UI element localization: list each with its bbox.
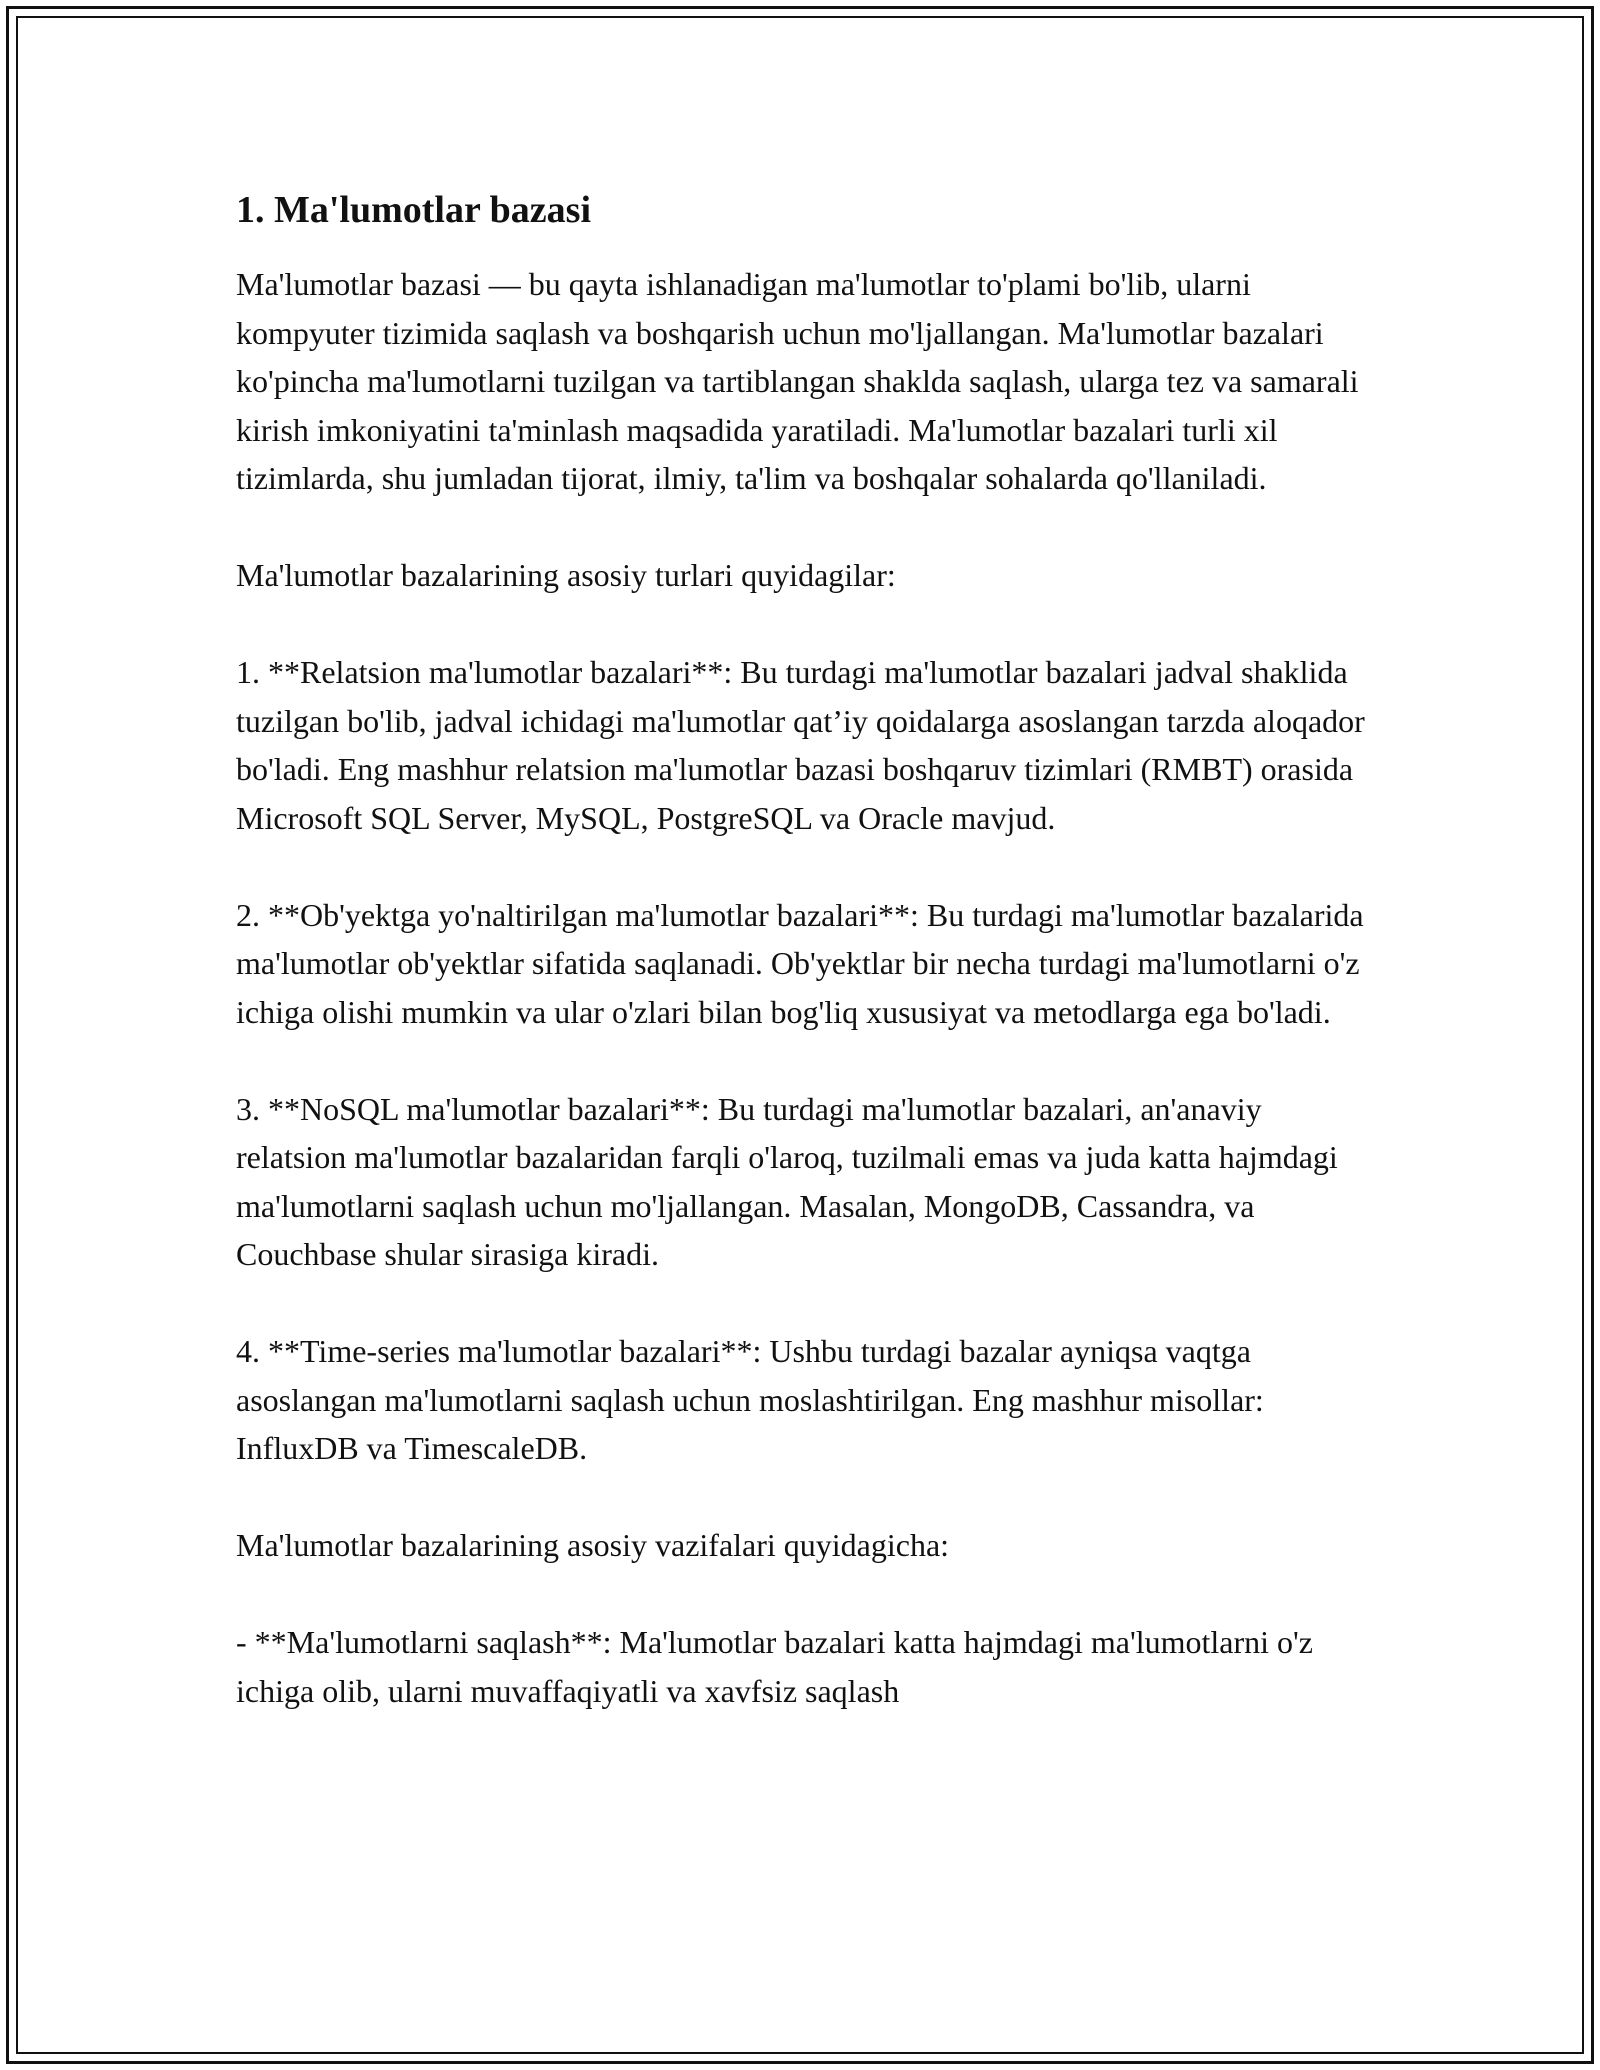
paragraph-time-series: 4. **Time-series ma'lumotlar bazalari**: Ushbu turdagi bazalar ayniqsa vaqtga asoslangan ma'lumotlarni saqlash uchun moslashtirilgan. Eng mashhur misollar: InfluxDB va TimescaleDB. [236,1333,1264,1466]
document-body [236,186,1376,1764]
paragraph-relational: 1. **Relatsion ma'lumotlar bazalari**: Bu turdagi ma'lumotlar bazalari jadval shaklida tuzilgan bo'lib, jadval ichidagi ma'lumotlar qat’iy qoidalarga asoslangan tarzda aloqador bo'ladi. Eng mashhur relatsion ma'lumotlar bazasi boshqaruv tizimlari (RMBT) orasida Microsoft SQL Server, MySQL, PostgreSQL va Oracle mavjud. [236,654,1365,836]
paragraph-intro: Ma'lumotlar bazasi — bu qayta ishlanadigan ma'lumotlar to'plami bo'lib, ularni kompyuter tizimida saqlash va boshqarish uchun mo'ljallangan. Ma'lumotlar bazalari ko'pincha ma'lumotlarni tuzilgan va tartiblangan shaklda saqlash, ularga tez va samarali kirish imkoniyatini ta'minlash maqsadida yaratiladi. Ma'lumotlar bazalari turli xil tizimlarda, shu jumladan tijorat, ilmiy, ta'lim va boshqalar sohalarda qo'llaniladi. [236,266,1359,496]
paragraph-storage: - **Ma'lumotlarni saqlash**: Ma'lumotlar bazalari katta hajmdagi ma'lumotlarni o'z ichiga olib, ularni muvaffaqiyatli va xavfsiz saqlash [236,1624,1313,1709]
paragraph-object-oriented: 2. **Ob'yektga yo'naltirilgan ma'lumotlar bazalari**: Bu turdagi ma'lumotlar bazalarida ma'lumotlar ob'yektlar sifatida saqlanadi. Ob'yektlar bir necha turdagi ma'lumotlarni o'z ichiga olishi mumkin va ular o'zlari bilan bog'liq xususiyat va metodlarga ega bo'ladi. [236,896,1364,1030]
page-title: 1. Ma'lumotlar bazasi [236,189,592,231]
paragraph-types-heading: Ma'lumotlar bazalarining asosiy turlari quyidagilar: [236,557,896,593]
paragraph-functions-heading: Ma'lumotlar bazalarining asosiy vazifalari quyidagicha: [236,1527,950,1563]
paragraph-nosql: 3. **NoSQL ma'lumotlar bazalari**: Bu turdagi ma'lumotlar bazalari, an'anaviy relatsion ma'lumotlar bazalaridan farqli o'laroq, tuzilmali emas va juda katta hajmdagi ma'lumotlarni saqlash uchun mo'ljallangan. Masalan, MongoDB, Cassandra, va Couchbase shular sirasiga kiradi. [236,1090,1338,1272]
